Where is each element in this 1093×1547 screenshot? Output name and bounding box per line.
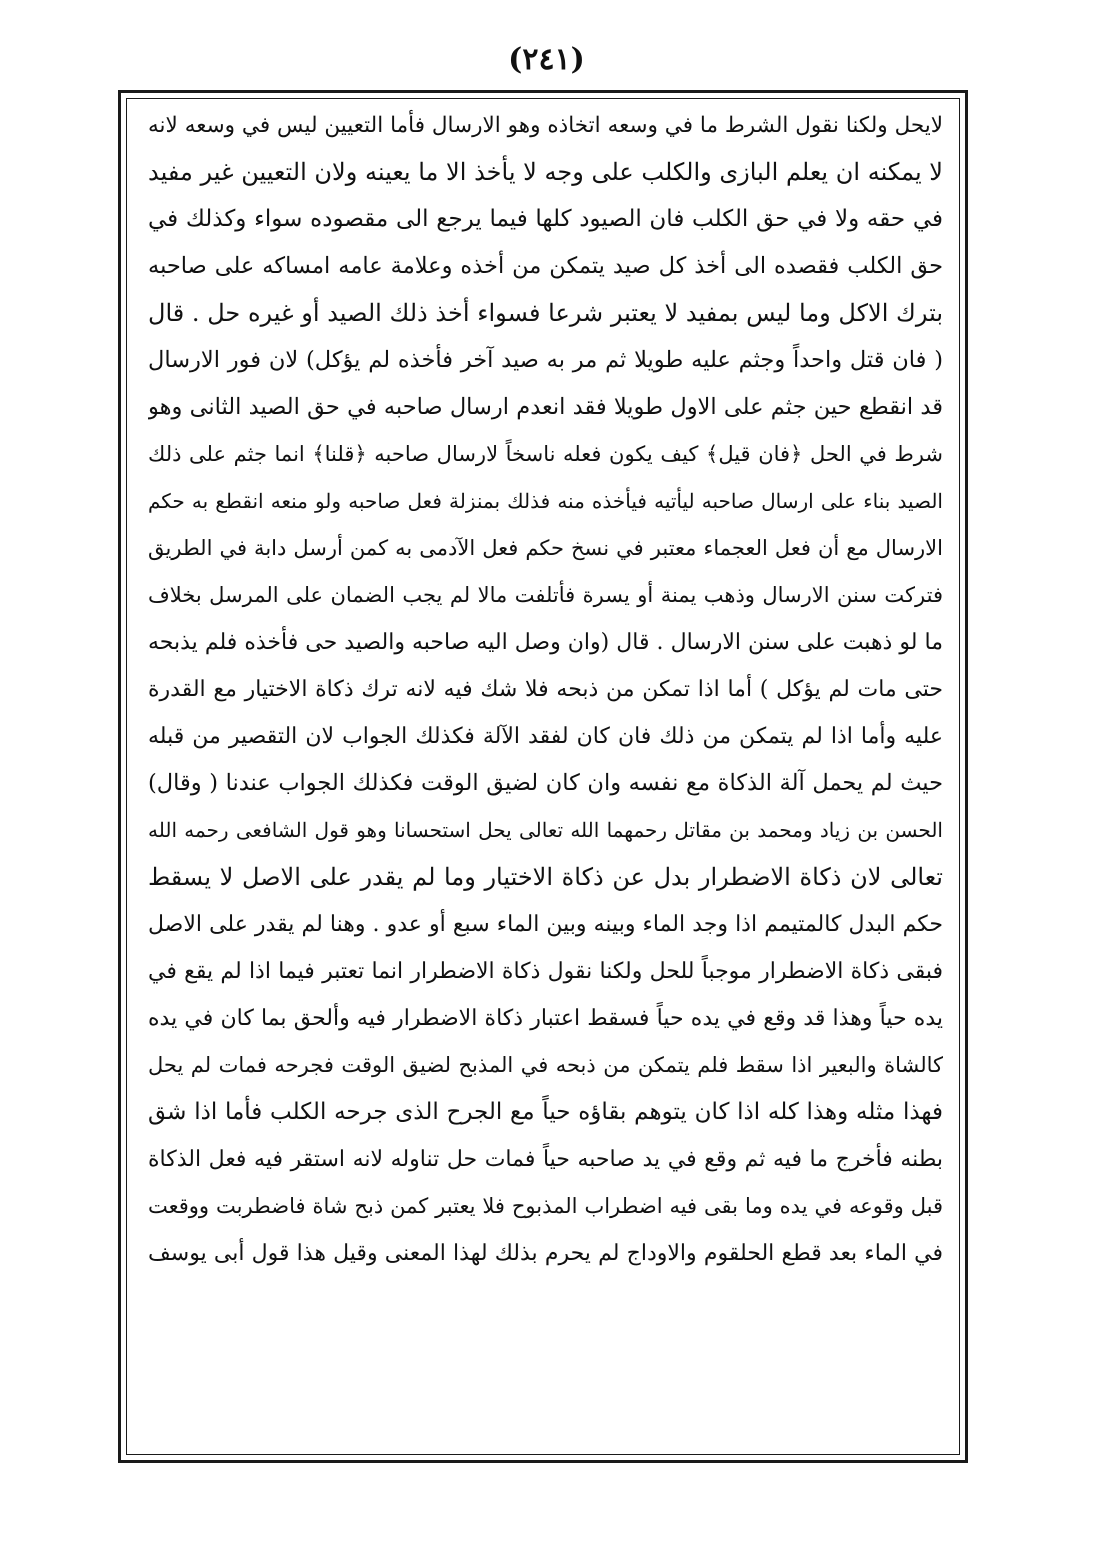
text-line: يده حياً وهذا قد وقع في يده حياً فسقط اعتبار ذكاة الاضطرار فيه وألحق بما كان في يده (148, 1006, 943, 1031)
page-number: (٢٤١) (508, 42, 585, 77)
text-line: فهذا مثله وهذا كله اذا كان يتوهم بقاؤه حياً مع الجرح الذى جرحه الكلب فأما اذا شق (148, 1099, 943, 1125)
text-line: قبل وقوعه في يده وما بقى فيه اضطراب المذبوح فلا يعتبر كمن ذبح شاة فاضطربت ووقعت (148, 1194, 943, 1218)
text-line: ( فان قتل واحداً وجثم عليه طويلا ثم مر به صيد آخر فأخذه لم يؤكل) لان فور الارسال (148, 347, 943, 373)
text-line: شرط في الحل ﴿فان قيل﴾ كيف يكون فعله ناسخاً لارسال صاحبه ﴿قلنا﴾ انما جثم على ذلك (148, 442, 943, 466)
text-line: بطنه فأخرج ما فيه ثم وقع في يد صاحبه حياً فمات حل تناوله لانه استقر فيه فعل الذكاة (148, 1147, 943, 1172)
text-line: حق الكلب فقصده الى أخذ كل صيد يتمكن من أخذه وعلامة عامه امساكه على صاحبه (148, 253, 943, 279)
text-line: قد انقطع حين جثم على الاول طويلا فقد انعدم ارسال صاحبه في حق الصيد الثانى وهو (148, 394, 943, 420)
text-line: ما لو ذهبت على سنن الارسال . قال (وان وصل اليه صاحبه والصيد حى فأخذه فلم يذبحه (148, 630, 943, 655)
text-line: في الماء بعد قطع الحلقوم والاوداج لم يحرم بذلك لهذا المعنى وقيل هذا قول أبى يوسف (148, 1241, 943, 1266)
text-line: كالشاة والبعير اذا سقط فلم يتمكن من ذبحه في المذبح لضيق الوقت فجرحه فمات لم يحل (148, 1053, 943, 1077)
text-line: الصيد بناء على ارسال صاحبه ليأتيه فيأخذه منه فذلك بمنزلة فعل صاحبه ولو منعه انقطع به حكم (148, 489, 943, 513)
text-line: لايحل ولكنا نقول الشرط ما في وسعه اتخاذه وهو الارسال فأما التعيين ليس في وسعه لانه (148, 113, 943, 138)
text-line: الارسال مع أن فعل العجماء معتبر في نسخ حكم فعل الآدمى به كمن أرسل دابة في الطريق (148, 536, 943, 560)
text-line: بترك الاكل وما ليس بمفيد لا يعتبر شرعا فسواء أخذ ذلك الصيد أو غيره حل . قال (148, 299, 943, 327)
text-line: الحسن بن زياد ومحمد بن مقاتل رحمهما الله تعالى يحل استحسانا وهو قول الشافعى رحمه الله (148, 818, 943, 842)
text-line: في حقه ولا في حق الكلب فان الصيود كلها فيما يرجع الى مقصوده سواء وكذلك في (148, 206, 943, 232)
text-line: لا يمكنه ان يعلم البازى والكلب على وجه لا يأخذ الا ما يعينه ولان التعيين غير مفيد (148, 158, 943, 186)
text-line: تعالى لان ذكاة الاضطرار بدل عن ذكاة الاختيار وما لم يقدر على الاصل لا يسقط (148, 863, 943, 891)
text-line: حكم البدل كالمتيمم اذا وجد الماء وبينه وبين الماء سبع أو عدو . وهنا لم يقدر على الاصل (148, 912, 943, 937)
text-line: عليه وأما اذا لم يتمكن من ذلك فان كان لفقد الآلة فكذلك الجواب لان التقصير من قبله (148, 724, 943, 749)
text-body (148, 102, 943, 1452)
text-line: فبقى ذكاة الاضطرار موجباً للحل ولكنا نقول ذكاة الاضطرار انما تعتبر فيما اذا لم يقع في (148, 959, 943, 984)
text-line: حيث لم يحمل آلة الذكاة مع نفسه وان كان لضيق الوقت فكذلك الجواب عندنا ( وقال) (148, 770, 943, 796)
text-line: فتركت سنن الارسال وذهب يمنة أو يسرة فأتلفت مالا لم يجب الضمان على المرسل بخلاف (148, 583, 943, 607)
text-line: حتى مات لم يؤكل ) أما اذا تمكن من ذبحه فلا شك فيه لانه ترك ذكاة الاختيار مع القدرة (148, 677, 943, 702)
